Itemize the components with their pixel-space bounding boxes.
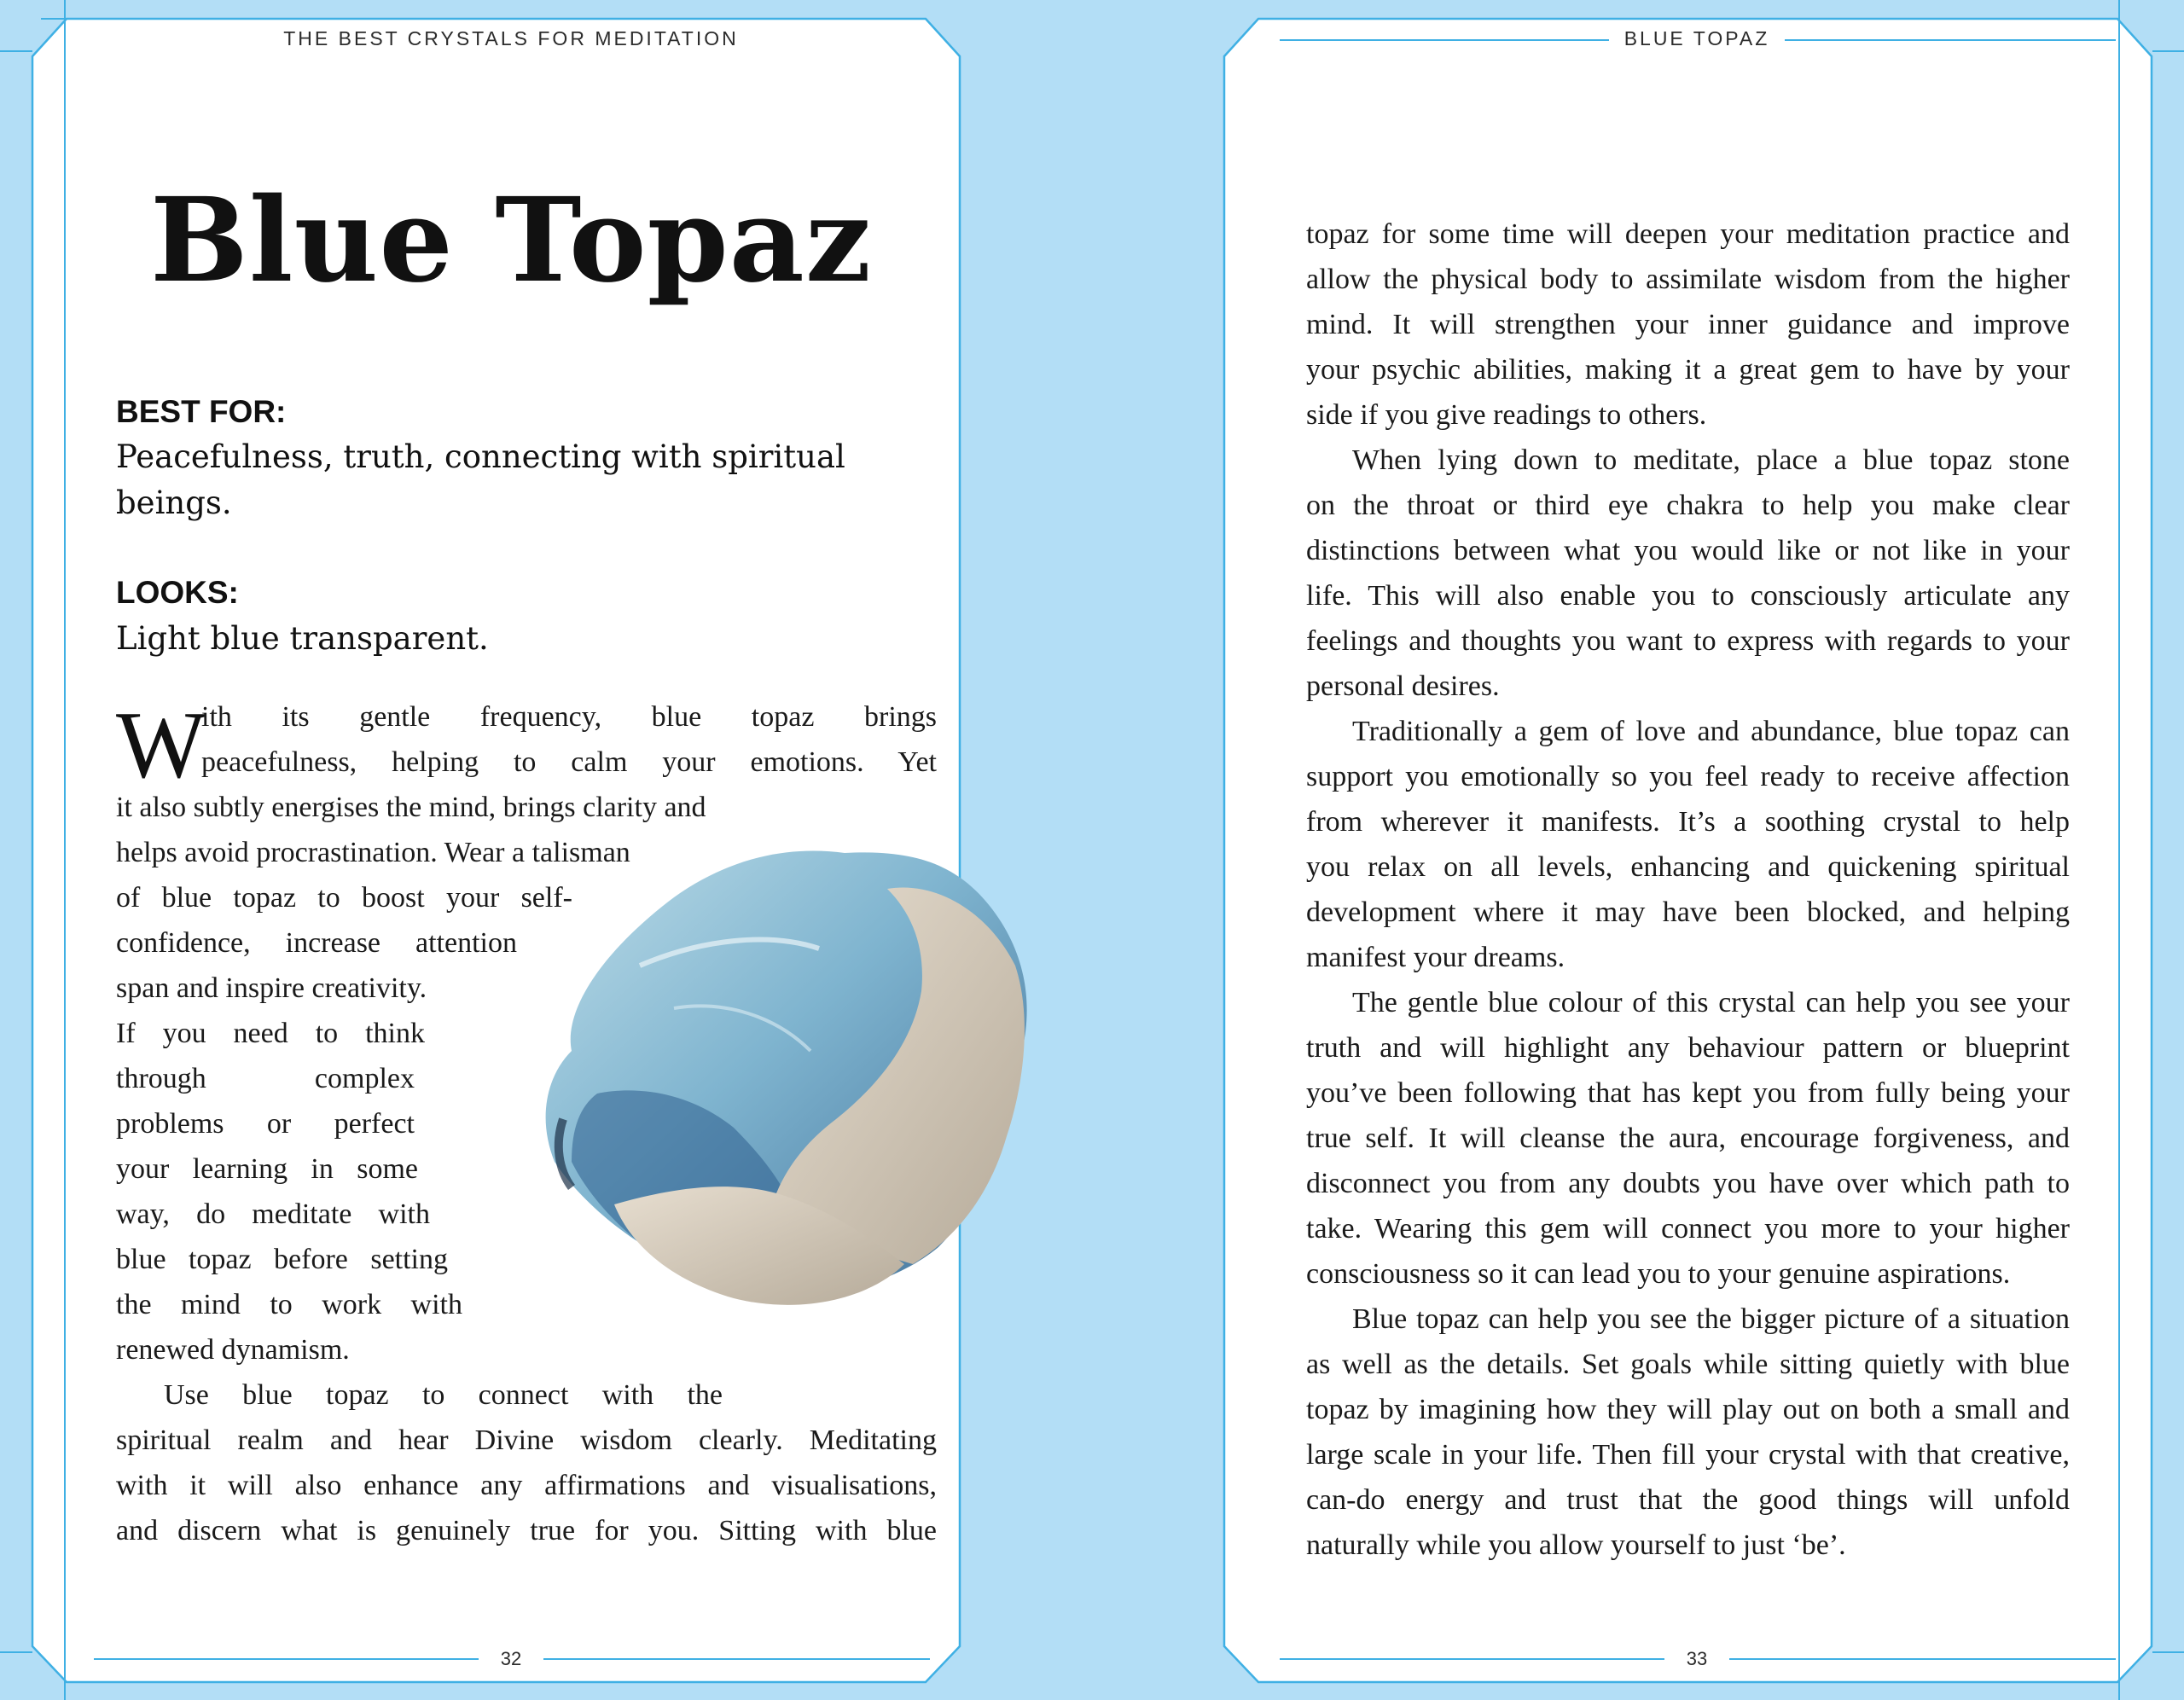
text-line: span and inspire creativity. <box>116 972 427 1004</box>
running-head-text: THE BEST CRYSTALS FOR MEDITATION <box>268 27 753 49</box>
text-line: personal desires. <box>1306 670 1500 702</box>
text-line: it also subtly energises the mind, brings clarity and <box>116 792 706 823</box>
text-line: The gentle blue colour of this crystal can help you see your <box>1352 987 2070 1018</box>
text-line: consciousness so it can lead you to your genuine aspirations. <box>1306 1258 2011 1290</box>
text-line: Traditionally a gem of love and abundance, blue topaz can <box>1352 716 2070 747</box>
text-line: feelings and thoughts you want to express with regards to your <box>1306 625 2070 657</box>
drop-cap: W <box>116 693 206 798</box>
page-number <box>60 1648 962 1670</box>
text-line: Blue topaz can help you see the bigger picture of a situation <box>1352 1303 2070 1335</box>
text-line: with it will also enhance any affirmations and visualisations, <box>116 1470 937 1501</box>
text-line: ith its gentle frequency, blue topaz brings <box>201 701 937 733</box>
text-line: If you need to think <box>116 1018 425 1049</box>
text-line: on the throat or third eye chakra to help you make clear <box>1306 490 2070 521</box>
text-line: side if you give readings to others. <box>1306 399 1707 431</box>
text-line: you relax on all levels, enhancing and quickening spiritual <box>1306 851 2070 883</box>
text-line: disconnect you from any doubts you have over which path to <box>1306 1168 2070 1199</box>
page-number-text: 32 <box>479 1648 543 1669</box>
text-line: manifest your dreams. <box>1306 942 1565 973</box>
text-line: blue topaz before setting <box>116 1244 448 1275</box>
text-line: can-do energy and trust that the good things will unfold <box>1306 1484 2070 1516</box>
text-line: and discern what is genuinely true for you. Sitting with blue <box>116 1515 937 1546</box>
page-number <box>1246 1648 2148 1670</box>
text-line: true self. It will cleanse the aura, encourage forgiveness, and <box>1306 1123 2070 1154</box>
text-line: mind. It will strengthen your inner guidance and improve <box>1306 309 2070 340</box>
page-title: Blue Topaz <box>149 172 873 309</box>
text-line: naturally while you allow yourself to just ‘be’. <box>1306 1529 1846 1561</box>
text-line: life. This will also enable you to consciously articulate any <box>1306 580 2070 612</box>
looks-label: LOOKS: <box>116 575 239 610</box>
text-line: helps avoid procrastination. Wear a talisman <box>116 837 630 868</box>
text-line: your learning in some <box>116 1153 418 1185</box>
body-text <box>116 694 937 1553</box>
running-head <box>1246 27 2148 50</box>
running-head <box>60 27 962 50</box>
text-line: way, do meditate with <box>116 1198 430 1230</box>
text-line: development where it may have been blocked, and helping <box>1306 896 2070 928</box>
text-line: truth and will highlight any behaviour pattern or blueprint <box>1306 1032 2070 1064</box>
page-number-text: 33 <box>1664 1648 1729 1669</box>
left-page <box>60 19 962 1682</box>
text-line: topaz for some time will deepen your meditation practice and <box>1306 218 2070 250</box>
body-text <box>1306 212 2070 1568</box>
text-line: renewed dynamism. <box>116 1334 350 1366</box>
text-line: as well as the details. Set goals while sitting quietly with blue <box>1306 1349 2070 1380</box>
text-line: large scale in your life. Then fill your crystal with that creative, <box>1306 1439 2070 1471</box>
text-line: topaz by imagining how they will play out on both a small and <box>1306 1394 2070 1425</box>
text-line: When lying down to meditate, place a blue topaz stone <box>1352 444 2070 476</box>
text-line: peacefulness, helping to calm your emotions. Yet <box>201 746 937 778</box>
text-line: you’ve been following that has kept you from fully being your <box>1306 1077 2070 1109</box>
text-line: problems or perfect <box>116 1108 415 1140</box>
text-line: Use blue topaz to connect with the <box>164 1379 723 1411</box>
text-line: confidence, increase attention <box>116 927 517 959</box>
looks-value: Light blue transparent. <box>116 620 489 657</box>
text-line: take. Wearing this gem will connect you more to your higher <box>1306 1213 2070 1245</box>
text-line: through complex <box>116 1063 415 1094</box>
best-for-line: beings. <box>116 484 232 521</box>
text-line: allow the physical body to assimilate wisdom from the higher <box>1306 264 2070 295</box>
text-line: from wherever it manifests. It’s a soothing crystal to help <box>1306 806 2070 838</box>
best-for-line: Peacefulness, truth, connecting with spiritual <box>116 438 845 475</box>
best-for-label: BEST FOR: <box>116 394 287 429</box>
text-line: spiritual realm and hear Divine wisdom clearly. Meditating <box>116 1424 937 1456</box>
text-line: the mind to work with <box>116 1289 462 1320</box>
running-head-text: BLUE TOPAZ <box>1609 27 1786 49</box>
best-for-value <box>116 434 850 526</box>
text-line: distinctions between what you would like or not like in your <box>1306 535 2070 566</box>
text-line: your psychic abilities, making it a great gem to have by your <box>1306 354 2070 386</box>
text-line: support you emotionally so you feel ready to receive affection <box>1306 761 2070 792</box>
text-line: of blue topaz to boost your self- <box>116 882 572 914</box>
right-page <box>1246 19 2148 1682</box>
